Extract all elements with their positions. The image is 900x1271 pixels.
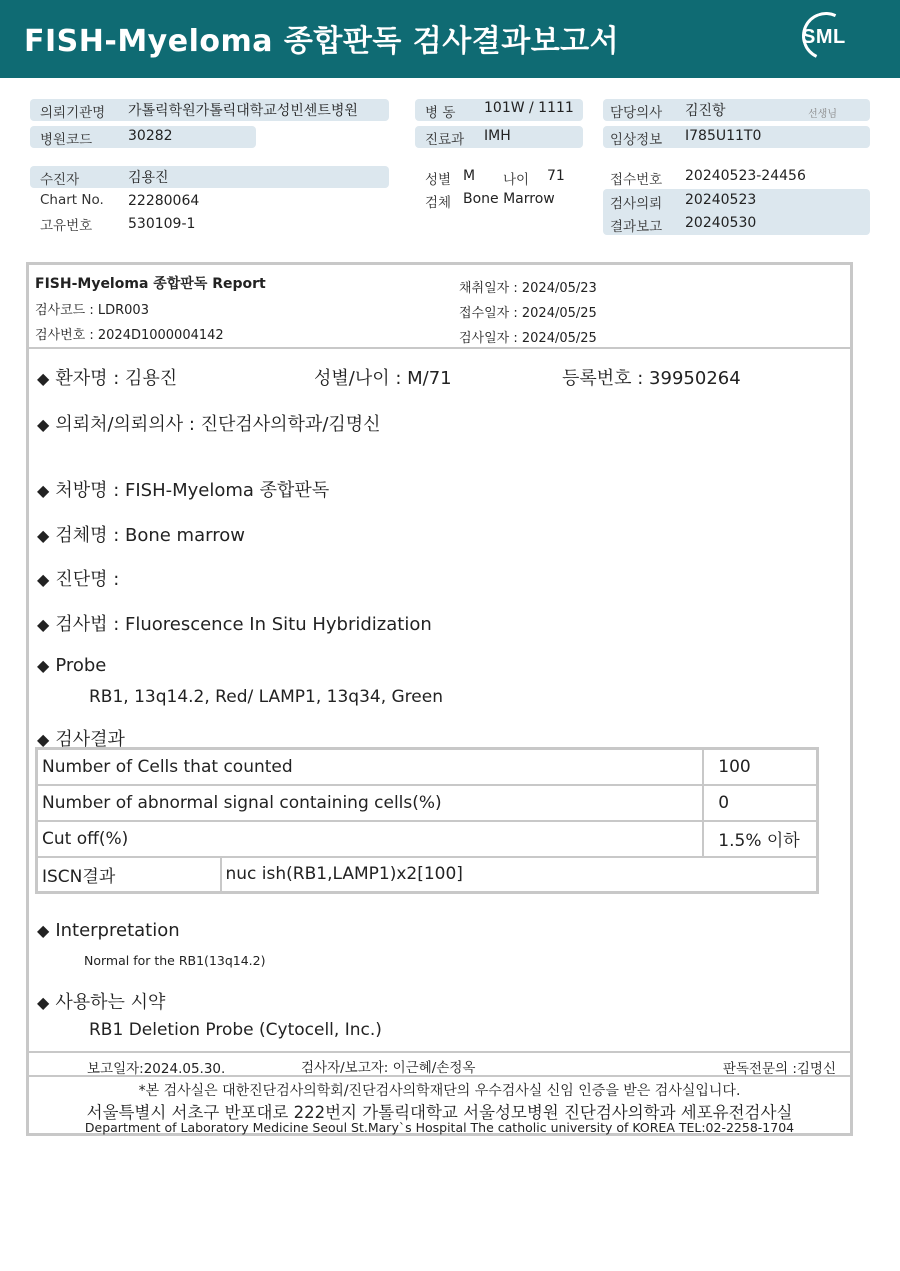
diamond-icon: ◆ <box>37 481 50 500</box>
collect-date: 채취일자 : 2024/05/23 <box>459 281 597 296</box>
result-value: 20240530 <box>685 215 757 231</box>
sex-value: M <box>463 168 476 184</box>
clinical-value: I785U11T0 <box>685 128 762 144</box>
test-code: 검사코드 : LDR003 <box>35 303 149 318</box>
report-date: 보고일자:2024.05.30. <box>87 1061 226 1077</box>
interp-detail: Normal for the RB1(13q14.2) <box>84 953 266 968</box>
result-table <box>35 747 819 894</box>
diamond-icon: ◆ <box>37 656 50 675</box>
patient-value: 김용진 <box>128 170 169 186</box>
doctor-suffix: 선생님 <box>808 109 837 120</box>
diamond-icon: ◆ <box>37 993 50 1012</box>
interp-title: ◆ Interpretation <box>37 920 180 941</box>
age-label: 나이 <box>503 172 530 188</box>
prescription-line: ◆ 처방명 : FISH-Myeloma 종합판독 <box>37 480 330 501</box>
test-no: 검사번호 : 2024D1000004142 <box>35 328 224 343</box>
patient-row <box>30 166 389 188</box>
result-title: ◆ 검사결과 <box>37 729 125 750</box>
cert-note: *본 검사실은 대한진단검사의학회/진단검사의학재단의 우수검사실 신임 인증을 받은 검사실입니다. <box>138 1083 741 1099</box>
table-row <box>37 785 818 821</box>
report-head <box>29 265 850 349</box>
specimen-line: ◆ 검체명 : Bone marrow <box>37 525 245 546</box>
receipt-label: 접수번호 <box>610 172 663 188</box>
signature-row <box>29 1053 850 1077</box>
receipt-date: 접수일자 : 2024/05/25 <box>459 306 597 321</box>
diamond-icon: ◆ <box>37 570 50 589</box>
request-label: 검사의뢰 <box>610 196 663 212</box>
result-value-cell: 100 <box>703 749 817 785</box>
ward-label: 병 동 <box>425 105 456 121</box>
dept-value: IMH <box>484 128 511 144</box>
chart-label: Chart No. <box>40 192 104 208</box>
diamond-icon: ◆ <box>37 369 50 388</box>
diagnosis-line: ◆ 진단명 : <box>37 569 120 590</box>
diamond-icon: ◆ <box>37 730 50 749</box>
diamond-icon: ◆ <box>37 526 50 545</box>
iscn-value-cell: nuc ish(RB1,LAMP1)x2[100] <box>221 857 818 893</box>
result-label-cell: Number of Cells that counted <box>37 749 704 785</box>
result-value-cell: 1.5% 이하 <box>703 821 817 857</box>
english-address: Department of Laboratory Medicine Seoul St.Mary`s Hospital The catholic university of KOREA TEL:02-2258-1704 <box>84 1120 795 1135</box>
request-value: 20240523 <box>685 192 757 208</box>
tester: 검사자/보고자: 이근혜/손정옥 <box>301 1060 476 1076</box>
result-label-cell: Cut off(%) <box>37 821 704 857</box>
diamond-icon: ◆ <box>37 921 50 940</box>
doctor-label: 담당의사 <box>610 105 663 121</box>
chart-value: 22280064 <box>128 193 200 209</box>
uid-label: 고유번호 <box>40 218 93 234</box>
reg-no-line: 등록번호 : 39950264 <box>562 368 741 389</box>
clinical-label: 임상정보 <box>610 132 663 148</box>
reagent-title: ◆ 사용하는 시약 <box>37 992 166 1013</box>
iscn-label-cell: ISCN결과 <box>37 857 221 893</box>
diamond-icon: ◆ <box>37 615 50 634</box>
result-label: 결과보고 <box>610 219 663 235</box>
test-date: 검사일자 : 2024/05/25 <box>459 331 597 346</box>
doctor-value: 김진항 <box>685 103 726 119</box>
report-box <box>26 262 853 1136</box>
page-title: FISH-Myeloma 종합판독 검사결과보고서 <box>24 24 620 59</box>
code-value: 30282 <box>128 128 173 144</box>
sex-label: 성별 <box>425 172 452 188</box>
logo-text: SML <box>802 26 846 48</box>
probe-detail: RB1, 13q14.2, Red/ LAMP1, 13q34, Green <box>89 687 443 707</box>
report-footer <box>29 1051 850 1133</box>
table-row <box>37 821 818 857</box>
sml-logo <box>796 12 856 66</box>
method-line: ◆ 검사법 : Fluorescence In Situ Hybridization <box>37 614 432 635</box>
diamond-icon: ◆ <box>37 415 50 434</box>
reagent-detail: RB1 Deletion Probe (Cytocell, Inc.) <box>89 1020 382 1040</box>
probe-title: ◆ Probe <box>37 655 107 676</box>
patient-name-line: ◆ 환자명 : 김용진 <box>37 368 178 389</box>
reader: 판독전문의 :김명신 <box>722 1061 836 1077</box>
hospital-value: 가톨릭학원가톨릭대학교성빈센트병원 <box>128 103 358 119</box>
dept-label: 진료과 <box>425 132 465 148</box>
specimen-value: Bone Marrow <box>463 191 555 207</box>
receipt-value: 20240523-24456 <box>685 168 806 184</box>
result-value-cell: 0 <box>703 785 817 821</box>
result-label-cell: Number of abnormal signal containing cells(%) <box>37 785 704 821</box>
referrer-line: ◆ 의뢰처/의뢰의사 : 진단검사의학과/김명신 <box>37 414 381 435</box>
patient-label: 수진자 <box>40 172 80 188</box>
uid-value: 530109-1 <box>128 216 196 232</box>
sex-age-line: 성별/나이 : M/71 <box>314 368 452 389</box>
hospital-label: 의뢰기관명 <box>40 105 106 121</box>
age-value: 71 <box>547 168 565 184</box>
report-title: FISH-Myeloma 종합판독 Report <box>35 276 266 292</box>
specimen-label: 검체 <box>425 195 452 211</box>
table-row <box>37 857 818 893</box>
ward-value: 101W / 1111 <box>484 100 574 116</box>
code-label: 병원코드 <box>40 132 93 148</box>
table-row <box>37 749 818 785</box>
report-header <box>0 0 900 78</box>
address-note: 서울특별시 서초구 반포대로 222번지 가톨릭대학교 서울성모병원 진단검사의학과 세포유전검사실 <box>86 1103 793 1122</box>
